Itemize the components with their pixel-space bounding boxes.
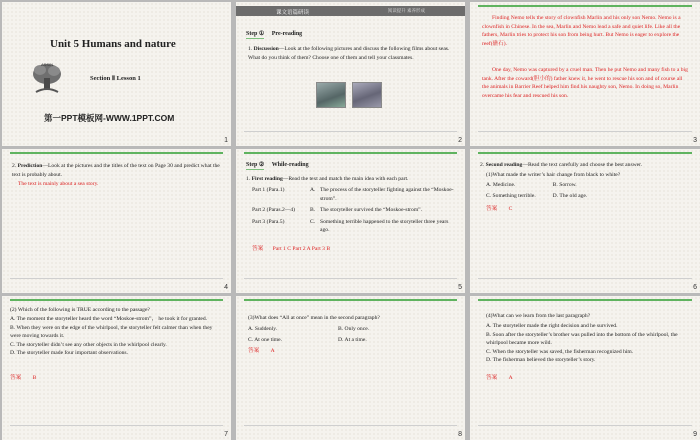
slide-9-thumbnail[interactable]: [470, 296, 700, 440]
footer-divider: [478, 131, 692, 132]
idea-text: The storyteller survived the “Moskoe-strom”.: [320, 207, 423, 214]
option-d: D. The fisherman believed the storyteller’s story.: [486, 357, 596, 364]
step-label: Step ①: [246, 31, 265, 37]
match-row: [252, 186, 456, 203]
question-body: —Look at the pictures and the titles of the text on Page 30 and predict what the text is probably about.: [12, 163, 220, 178]
slide-number: 9: [693, 431, 697, 438]
answer-line: [252, 245, 330, 254]
idea-text: The process of the storyteller fighting against the “Moskoe-strom”.: [320, 187, 454, 202]
footer-divider: [244, 425, 457, 426]
top-accent-line: [244, 299, 457, 301]
option-d: D. The storyteller made four important observations.: [10, 350, 128, 357]
question-body: —Look at the following pictures and discuss the following films about seas. What do you think of them? Choose one of them and tell your classmates.: [248, 46, 450, 61]
slide-2-thumbnail[interactable]: [236, 2, 465, 146]
question-number: 2.: [12, 163, 17, 169]
step-title: Pre-reading: [271, 31, 303, 37]
answer-label: 答案: [10, 375, 22, 381]
options-list: [486, 322, 690, 365]
slide-1-title: Unit 5 Humans and nature: [50, 38, 176, 50]
footer-divider: [478, 278, 692, 279]
answer-line: [10, 374, 36, 383]
footer-divider: [10, 425, 223, 426]
options-grid: [248, 325, 428, 344]
step-heading: [246, 161, 309, 170]
option-c: C. At one time.: [248, 336, 283, 343]
step-heading: [246, 30, 302, 39]
idea-text: Something terrible happened to the storyteller three years ago.: [320, 218, 449, 234]
answer-text: A: [508, 375, 513, 381]
slide-number: 5: [458, 284, 462, 291]
match-row: [252, 206, 456, 215]
slide-5-thumbnail[interactable]: [236, 149, 465, 293]
slide-6-thumbnail[interactable]: [470, 149, 700, 293]
slide-number: 8: [458, 431, 462, 438]
option-c: C. Something terrible.: [486, 192, 536, 199]
option-c: C. The storyteller didn’t see any other objects in the whirlpool clearly.: [10, 341, 167, 348]
top-accent-line: [10, 152, 223, 154]
top-accent-line: [244, 152, 457, 154]
footer-divider: [244, 131, 457, 132]
answer-label: 答案: [486, 206, 498, 212]
slide-number: 4: [224, 284, 228, 291]
options-list: [10, 315, 222, 358]
slide-number: 1: [224, 137, 228, 144]
answer-text: B: [32, 375, 37, 381]
slide-1-site-banner: 第一PPT模板网-WWW.1PPT.COM: [44, 113, 175, 123]
question-text: [246, 175, 454, 184]
slide-number: 2: [458, 137, 462, 144]
part-label: Part 1 (Para.1): [252, 187, 285, 193]
option-b: B. Soon after the storyteller’s brother was pulled into the bottom of the whirlpool, the whirlpool became more wild.: [486, 331, 678, 347]
tree-illustration: [30, 60, 64, 96]
sub-question: (4)What can we learn from the last paragraph?: [486, 313, 591, 319]
section-header-bar: [236, 6, 465, 16]
slide-3-thumbnail[interactable]: [470, 2, 700, 146]
answer-line: [486, 374, 513, 383]
answer-line: [248, 347, 275, 356]
option-c: C. When the storyteller was saved, the fisherman recognized him.: [486, 348, 634, 355]
question-body: —Read the text carefully and choose the best answer.: [522, 162, 643, 168]
answer-text: C: [508, 206, 513, 212]
slide-number: 7: [224, 431, 228, 438]
match-row: [252, 218, 456, 235]
film-picture-2: [352, 82, 382, 108]
question-keyword: Second reading: [485, 162, 523, 168]
question-keyword: Discussion: [253, 46, 279, 52]
part-label: Part 2 (Paras.2—4): [252, 207, 296, 214]
story-paragraph-1: Finding Nemo tells the story of clownfish Marlin and his only son Nemo. Nemo is a clownfish in Chinese. In the sea, Marlin and Nemo lead a safe and quiet life. Like all the fathers, Marlin tries to protect his son from being hurt. But Nemo is eager to explore the reef(礁石).: [482, 15, 681, 47]
sub-question: (1)What made the writer’s hair change from black to white?: [486, 172, 621, 178]
question-number: 1.: [248, 46, 253, 52]
slide-7-thumbnail[interactable]: [2, 296, 231, 440]
option-b: B. When they were on the edge of the whirlpool, the storyteller felt calmer than when they were moving towards it.: [10, 324, 213, 340]
idea-letter: C.: [310, 218, 316, 225]
option-a: A. The storyteller made the right decision and he survived.: [486, 323, 618, 329]
sub-question: (3)What does “All at once” mean in the second paragraph?: [248, 315, 380, 321]
footer-divider: [10, 278, 223, 279]
top-accent-line: [478, 152, 692, 154]
top-accent-line: [10, 299, 223, 301]
question-keyword: Prediction: [17, 163, 43, 169]
option-a: A. Suddenly.: [248, 326, 278, 332]
answer-label: 答案: [486, 375, 498, 381]
slide-8-thumbnail[interactable]: [236, 296, 465, 440]
footer-divider: [244, 278, 457, 279]
slide-1-thumbnail[interactable]: [2, 2, 231, 146]
step-label: Step ②: [246, 162, 265, 168]
story-paragraph-2: One day, Nemo was captured by a cruel man. Then he put Nemo and many fish to a big tank. After the coward(胆小的) father knew it, he went to rescue his son and of course all the animals in Barrier Reef helped him find his naughty son, Nemo. In doing so, Marlin overcame his fear and rescued his son.: [482, 67, 688, 99]
top-accent-line: [478, 5, 692, 7]
section-header-right: 阅读提升 素养形成: [387, 8, 425, 13]
sub-question: (2) Which of the following is TRUE according to the passage?: [10, 307, 150, 313]
idea-letter: B.: [310, 207, 316, 214]
question-text: [248, 45, 454, 62]
slide-number: 6: [693, 284, 697, 291]
answer-text: The text is mainly about a sea story.: [18, 181, 99, 187]
option-b: B. Sorrow.: [552, 182, 577, 188]
idea-letter: A.: [310, 187, 316, 193]
question-body: —Read the text and match the main idea with each part.: [282, 176, 409, 182]
options-grid: [486, 181, 686, 200]
option-b: B. Only once.: [338, 326, 370, 332]
question-keyword: First reading: [251, 176, 283, 182]
step-title: While-reading: [271, 162, 309, 168]
footer-divider: [478, 425, 692, 426]
option-a: A. Medicine.: [486, 182, 516, 188]
option-a: A. The moment the storyteller heard the word “Moskoe-strom”， he took it for granted.: [10, 316, 208, 322]
answer-text: A: [270, 348, 275, 354]
question-text: [480, 161, 688, 170]
section-header-title: 课文语篇研读: [276, 9, 310, 16]
tree-logo-text: ASSIN: [40, 62, 54, 67]
answer-label: 答案: [248, 348, 260, 354]
answer-text: Part 1 C Part 2 A Part 3 B: [272, 246, 331, 252]
question-number: 1.: [246, 176, 251, 182]
answer-line: [486, 205, 512, 214]
top-accent-line: [478, 299, 692, 301]
match-list: [252, 186, 456, 235]
slide-4-thumbnail[interactable]: [2, 149, 231, 293]
answer-label: 答案: [252, 246, 264, 252]
question-text: [12, 162, 220, 179]
option-d: D. At a time.: [338, 336, 367, 343]
film-picture-1: [316, 82, 346, 108]
question-number: 2.: [480, 162, 485, 168]
option-d: D. The old age.: [552, 192, 588, 199]
slide-1-subtitle: Section Ⅱ Lesson 1: [90, 75, 141, 82]
part-label: Part 3 (Para.5): [252, 218, 285, 225]
slide-number: 3: [693, 137, 697, 144]
